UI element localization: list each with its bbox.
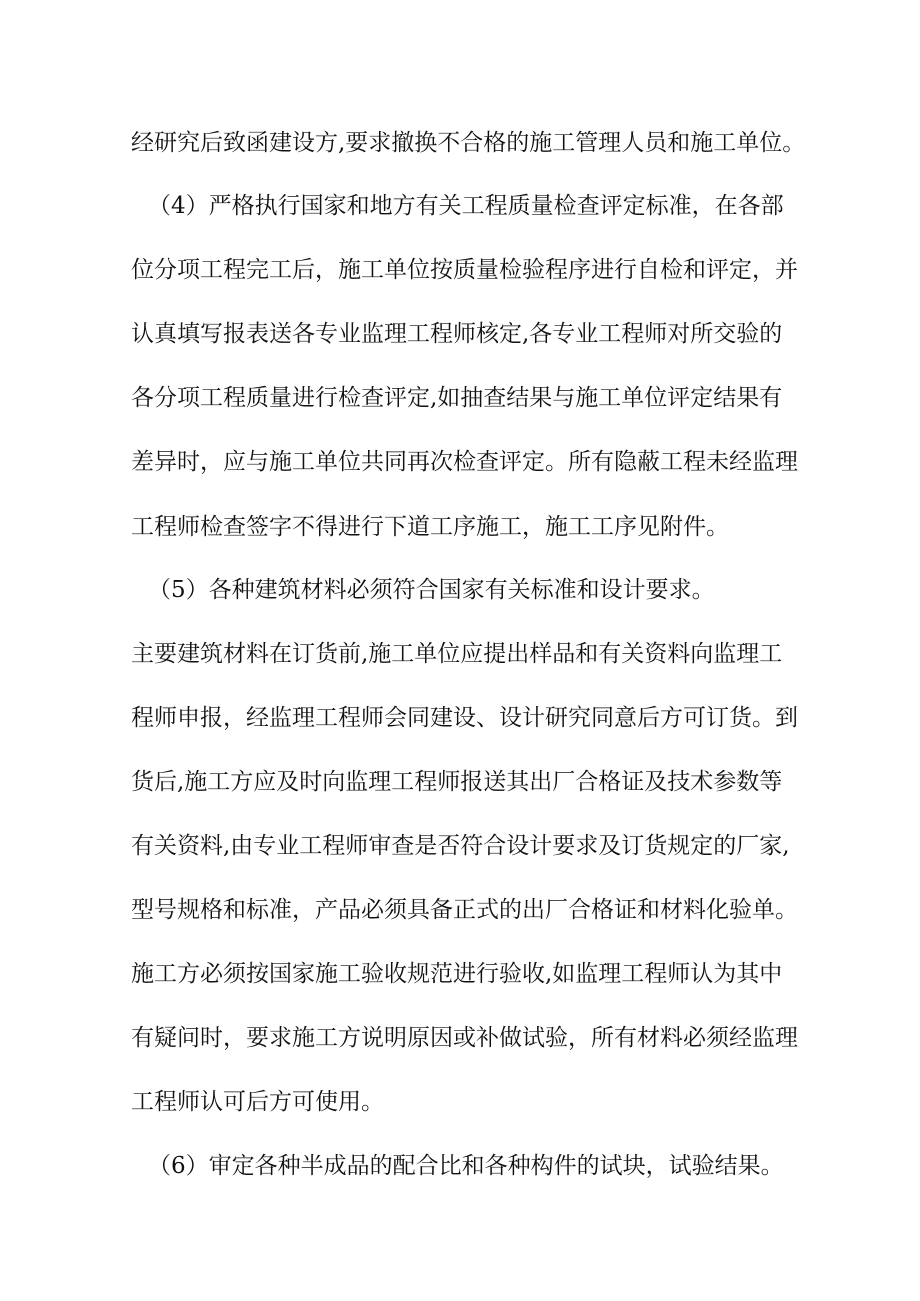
text-line: 施工方必须按国家施工验收规范进行验收,如监理工程师认为其中 (131, 961, 783, 987)
text-line: 各分项工程质量进行检查评定,如抽查结果与施工单位评定结果有 (131, 385, 783, 411)
text-line: 工程师检查签字不得进行下道工序施工，施工工序见附件。 (131, 514, 729, 540)
text-line: （4）严格执行国家和地方有关工程质量检查评定标准，在各部 (148, 193, 784, 219)
text-line: 型号规格和标准，产品必须具备正式的出厂合格证和材料化验单。 (131, 897, 798, 923)
text-line: （6）审定各种半成品的配合比和各种构件的试块，试验结果。 (148, 1153, 784, 1179)
text-line: 差异时，应与施工单位共同再次检查评定。所有隐蔽工程未经监理 (131, 449, 798, 475)
text-line: 有疑问时，要求施工方说明原因或补做试验，所有材料必须经监理 (131, 1025, 798, 1051)
text-line: 程师申报，经监理工程师会同建设、设计研究同意后方可订货。到 (131, 705, 798, 731)
text-line: 位分项工程完工后，施工单位按质量检验程序进行自检和评定，并 (131, 257, 798, 283)
text-line: 认真填写报表送各专业监理工程师核定,各专业工程师对所交验的 (131, 321, 783, 347)
text-line: 货后,施工方应及时向监理工程师报送其出厂合格证及技术参数等 (131, 769, 783, 795)
text-line: 有关资料,由专业工程师审查是否符合设计要求及订货规定的厂家, (131, 833, 790, 859)
text-line: （5）各种建筑材料必须符合国家有关标准和设计要求。 (148, 577, 715, 603)
text-line: 工程师认可后方可使用。 (131, 1089, 384, 1115)
text-line: 主要建筑材料在订货前,施工单位应提出样品和有关资料向监理工 (131, 641, 783, 667)
text-line: 经研究后致函建设方,要求撤换不合格的施工管理人员和施工单位。 (131, 130, 806, 156)
